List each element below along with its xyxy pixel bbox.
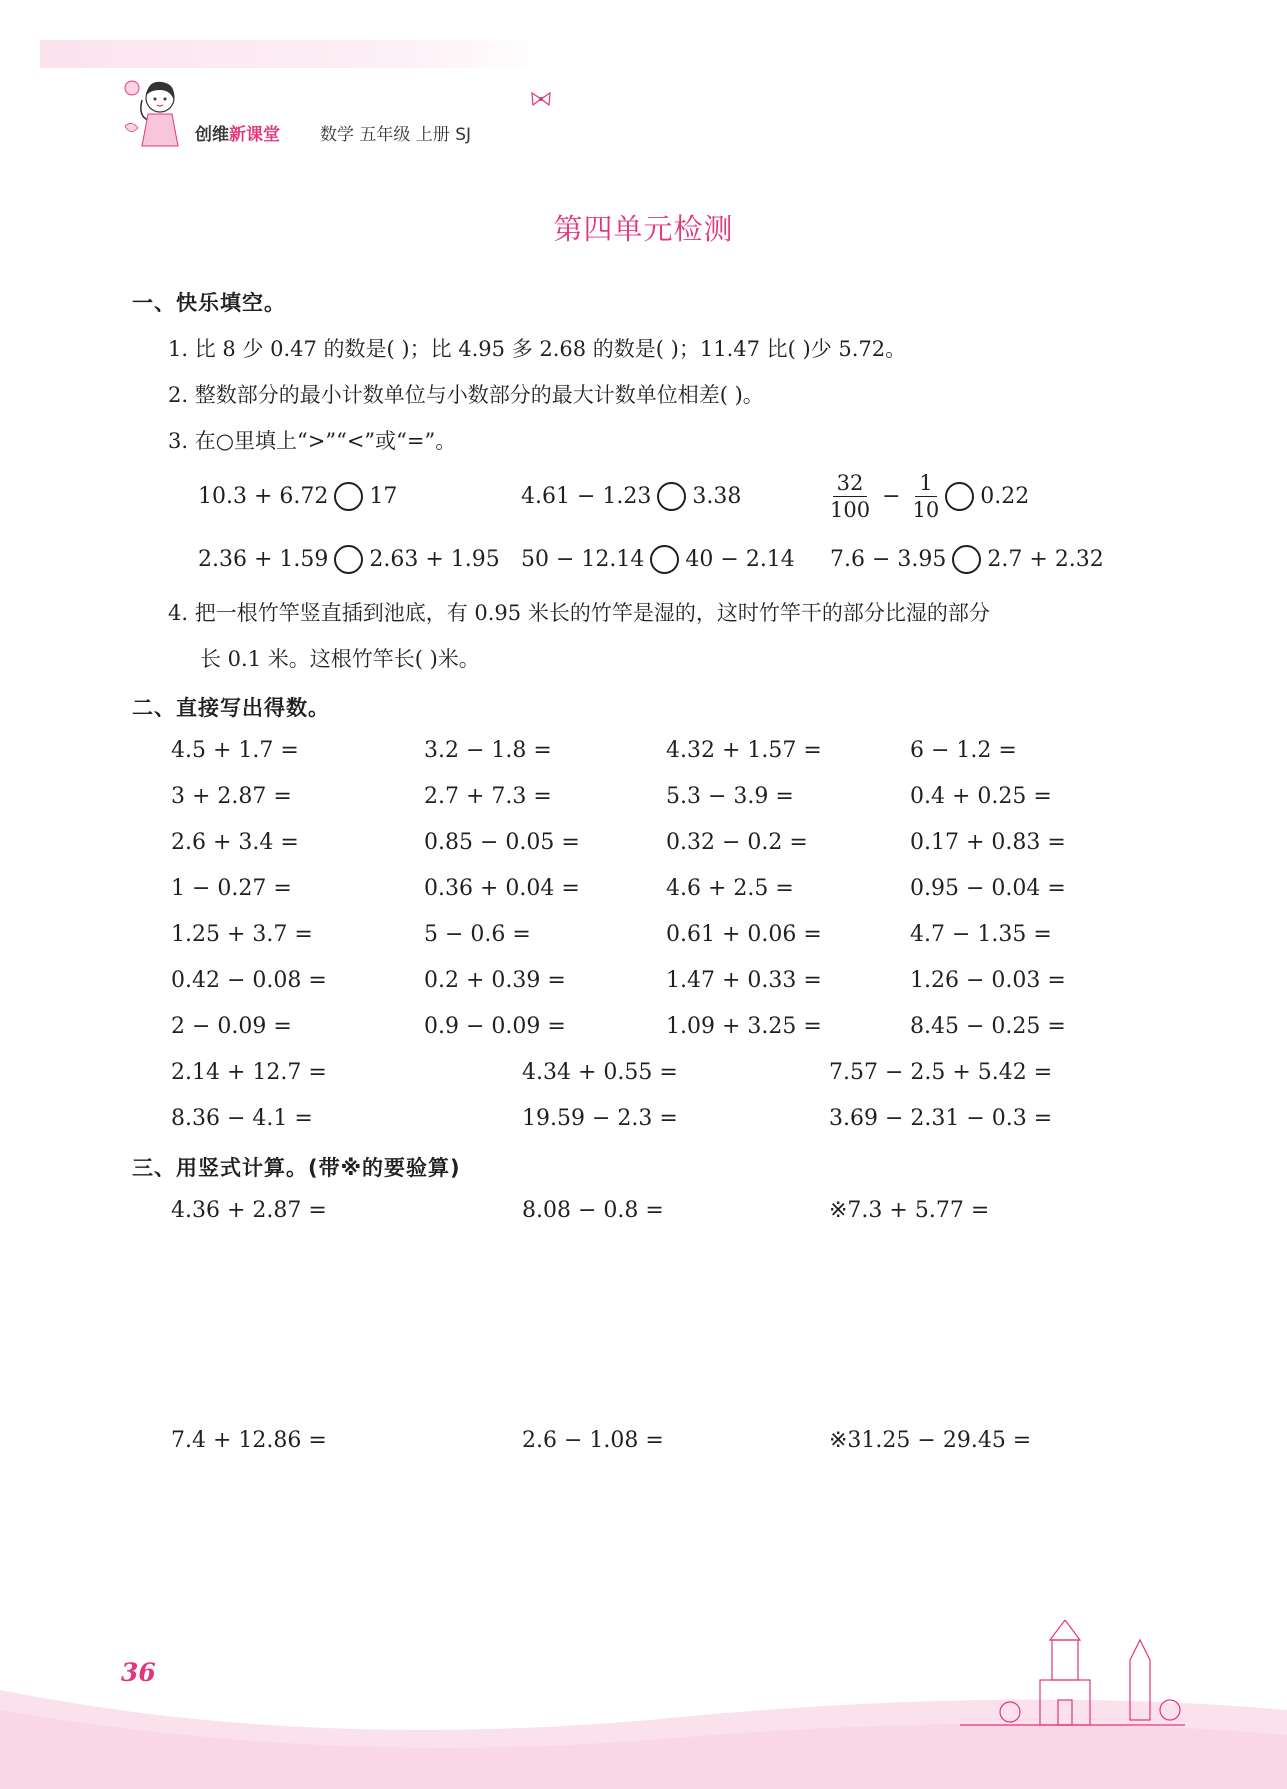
- page-title: 第四单元检测: [553, 212, 734, 246]
- math-expression: 2.14 + 12.7 =: [171, 1060, 327, 1085]
- compare-right: 3.38: [692, 484, 742, 509]
- math-expression: 3.69 − 2.31 − 0.3 =: [829, 1106, 1053, 1131]
- vertical-calc-expression: ※31.25 − 29.45 =: [829, 1428, 1032, 1453]
- math-expression: 4.6 + 2.5 =: [666, 876, 794, 901]
- fraction: [913, 470, 940, 523]
- math-expression: 0.2 + 0.39 =: [424, 968, 566, 993]
- math-expression: 3 + 2.87 =: [171, 784, 292, 809]
- math-expression: 5 − 0.6 =: [424, 922, 531, 947]
- answer-circle[interactable]: [334, 482, 363, 511]
- math-expression: 1.26 − 0.03 =: [910, 968, 1066, 993]
- math-expression: 1 − 0.27 =: [171, 876, 292, 901]
- vertical-calc-expression: 2.6 − 1.08 =: [522, 1428, 664, 1453]
- castle-illustration: [940, 1620, 1190, 1730]
- math-expression: 0.32 − 0.2 =: [666, 830, 808, 855]
- answer-circle[interactable]: [650, 545, 679, 574]
- math-expression: 0.17 + 0.83 =: [910, 830, 1066, 855]
- question-1: 1. 比 8 少 0.47 的数是( )；比 4.95 多 2.68 的数是( )；11.47 比( )少 5.72。: [168, 337, 907, 361]
- math-expression: 1.09 + 3.25 =: [666, 1014, 822, 1039]
- answer-circle[interactable]: [657, 482, 686, 511]
- compare-left: 10.3 + 6.72: [198, 484, 329, 509]
- bow-icon: [530, 90, 552, 108]
- compare-item-fraction: [830, 470, 1029, 523]
- math-expression: 3.2 − 1.8 =: [424, 738, 552, 763]
- compare-item: [198, 545, 500, 574]
- math-expression: 7.57 − 2.5 + 5.42 =: [829, 1060, 1053, 1085]
- fraction: [830, 470, 870, 523]
- fraction-numerator: 1: [915, 470, 936, 497]
- math-expression: 2 − 0.09 =: [171, 1014, 292, 1039]
- math-expression: 4.32 + 1.57 =: [666, 738, 822, 763]
- compare-item: [521, 482, 741, 511]
- math-expression: 0.42 − 0.08 =: [171, 968, 327, 993]
- girl-illustration: [120, 76, 190, 152]
- math-expression: 0.36 + 0.04 =: [424, 876, 580, 901]
- page-header: [120, 76, 550, 146]
- answer-circle[interactable]: [952, 545, 981, 574]
- math-expression: 0.95 − 0.04 =: [910, 876, 1066, 901]
- math-expression: 5.3 − 3.9 =: [666, 784, 794, 809]
- math-expression: 0.9 − 0.09 =: [424, 1014, 566, 1039]
- math-expression: 0.61 + 0.06 =: [666, 922, 822, 947]
- fraction-denominator: 10: [912, 498, 940, 522]
- answer-circle[interactable]: [945, 482, 974, 511]
- page-number: 36: [121, 1658, 156, 1687]
- compare-item: [521, 545, 795, 574]
- math-expression: 0.85 − 0.05 =: [424, 830, 580, 855]
- fraction-numerator: 32: [833, 470, 868, 497]
- vertical-calc-expression: 8.08 − 0.8 =: [522, 1198, 664, 1223]
- question-2: 2. 整数部分的最小计数单位与小数部分的最大计数单位相差( )。: [168, 383, 764, 407]
- header-bar: [40, 40, 550, 68]
- math-expression: 1.47 + 0.33 =: [666, 968, 822, 993]
- math-expression: 4.5 + 1.7 =: [171, 738, 299, 763]
- question-4-line1: 4. 把一根竹竿竖直插到池底，有 0.95 米长的竹竿是湿的，这时竹竿干的部分比湿的部分: [168, 601, 990, 625]
- math-expression: 8.36 − 4.1 =: [171, 1106, 313, 1131]
- question-4-line2: 长 0.1 米。这根竹竿长( )米。: [200, 647, 480, 671]
- math-expression: 6 − 1.2 =: [910, 738, 1017, 763]
- math-expression: 4.7 − 1.35 =: [910, 922, 1052, 947]
- section-heading-1: 一、快乐填空。: [132, 291, 286, 315]
- vertical-calc-expression: ※7.3 + 5.77 =: [829, 1198, 990, 1223]
- compare-left: 2.36 + 1.59: [198, 547, 329, 572]
- compare-right: 0.22: [980, 484, 1030, 509]
- math-expression: 2.6 + 3.4 =: [171, 830, 299, 855]
- compare-item: [198, 482, 397, 511]
- section-heading-3: 三、用竖式计算。(带※的要验算): [132, 1156, 461, 1180]
- math-expression: 1.25 + 3.7 =: [171, 922, 313, 947]
- question-3: 3. 在○里填上“>”“<”或“=”。: [168, 429, 457, 453]
- compare-left: 7.6 − 3.95: [830, 547, 947, 572]
- fraction-denominator: 100: [830, 498, 871, 522]
- math-expression: 4.34 + 0.55 =: [522, 1060, 678, 1085]
- compare-right: 2.7 + 2.32: [987, 547, 1104, 572]
- compare-left: 50 − 12.14: [521, 547, 645, 572]
- answer-circle[interactable]: [334, 545, 363, 574]
- section-heading-2: 二、直接写出得数。: [132, 696, 330, 720]
- compare-right: 17: [369, 484, 398, 509]
- compare-right: 2.63 + 1.95: [369, 547, 500, 572]
- math-expression: 19.59 − 2.3 =: [522, 1106, 678, 1131]
- compare-right: 40 − 2.14: [685, 547, 795, 572]
- compare-item: [830, 545, 1104, 574]
- brand-part2: 新课堂: [229, 125, 280, 145]
- math-expression: 2.7 + 7.3 =: [424, 784, 552, 809]
- book-info: 数学 五年级 上册 SJ: [320, 125, 472, 145]
- math-expression: 8.45 − 0.25 =: [910, 1014, 1066, 1039]
- minus-sign: −: [882, 484, 901, 509]
- vertical-calc-expression: 4.36 + 2.87 =: [171, 1198, 327, 1223]
- compare-left: 4.61 − 1.23: [521, 484, 652, 509]
- brand-label: [195, 120, 280, 145]
- math-expression: 0.4 + 0.25 =: [910, 784, 1052, 809]
- brand-part1: 创维: [195, 125, 229, 145]
- vertical-calc-expression: 7.4 + 12.86 =: [171, 1428, 327, 1453]
